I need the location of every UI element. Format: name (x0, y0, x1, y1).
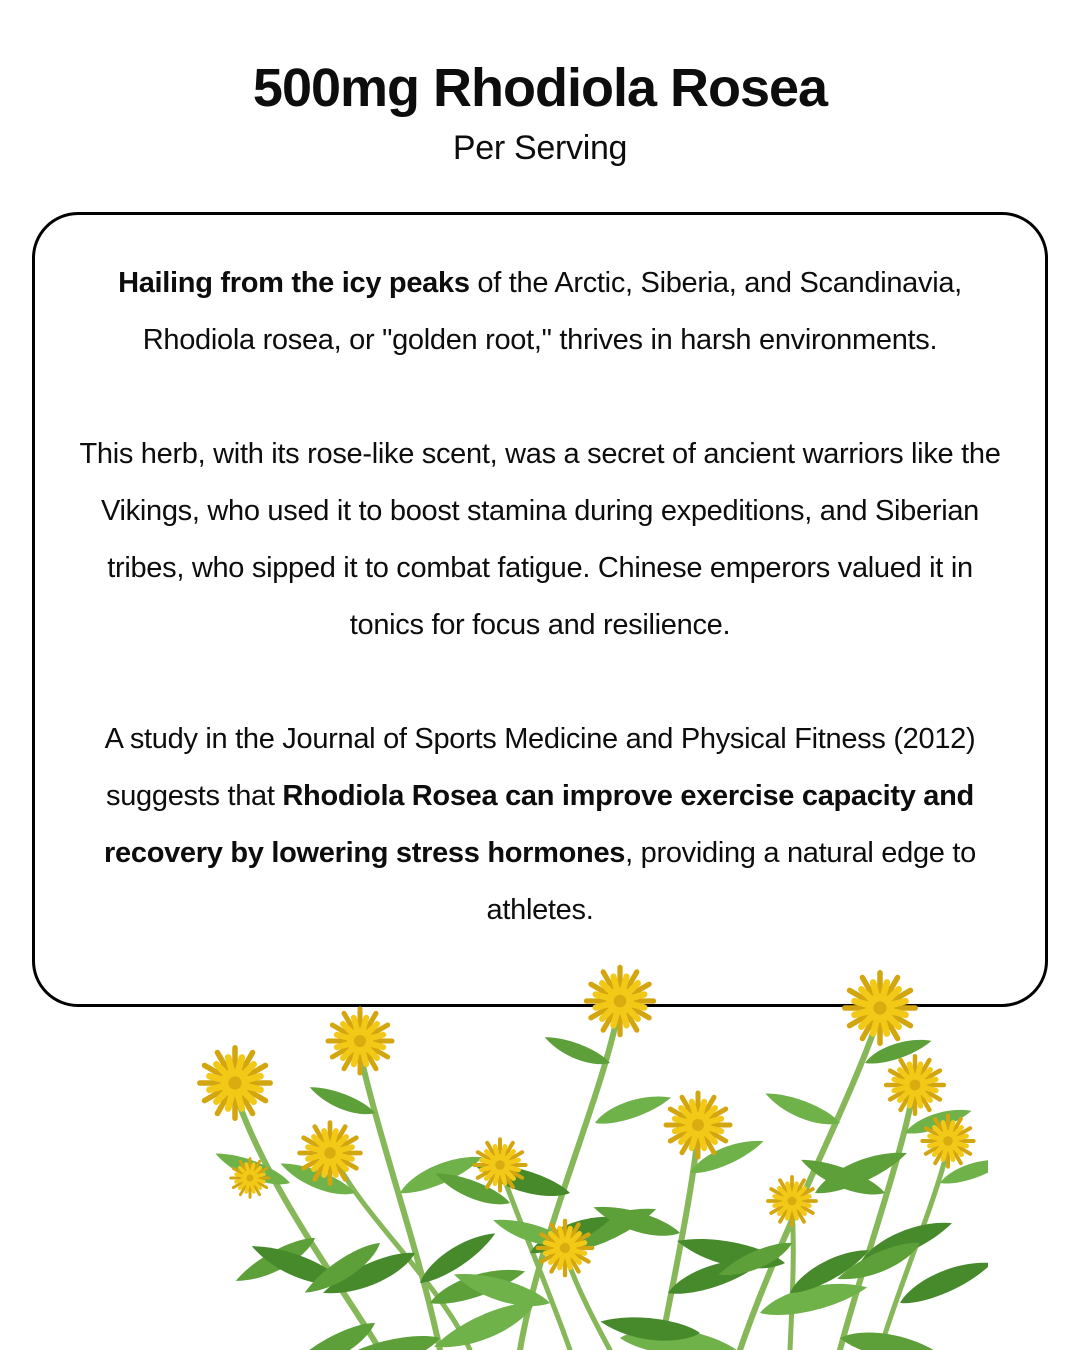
card-paragraph (77, 426, 1003, 654)
text-segment: A study in the Journal of Sports Medicine and Physical Fitness (2012) suggests that (104, 723, 976, 812)
text-segment: , providing a natural edge to athletes. (486, 837, 976, 926)
page-title: 500mg Rhodiola Rosea (252, 58, 828, 118)
page-subtitle: Per Serving (452, 128, 628, 167)
text-segment: Hailing from the icy peaks (118, 267, 470, 299)
card-paragraph (77, 711, 1003, 939)
rhodiola-plant-illustration (140, 953, 988, 1350)
header (0, 0, 1080, 168)
text-segment: Rhodiola Rosea can improve exercise capacity and recovery by lowering stress hormones (104, 780, 974, 869)
info-card (32, 212, 1048, 1007)
card-paragraphs (77, 255, 1003, 939)
text-segment: of the Arctic, Siberia, and Scandinavia, Rhodiola rosea, or "golden root," thrives in harsh environments. (142, 267, 962, 356)
card-paragraph (77, 255, 1003, 369)
text-segment: This herb, with its rose-like scent, was a secret of ancient warriors like the Vikings, who used it to boost stamina during expeditions, and Siberian tribes, who sipped it to combat fatigue. Chinese emperors valued it in tonics for focus and resilience. (79, 438, 1001, 641)
